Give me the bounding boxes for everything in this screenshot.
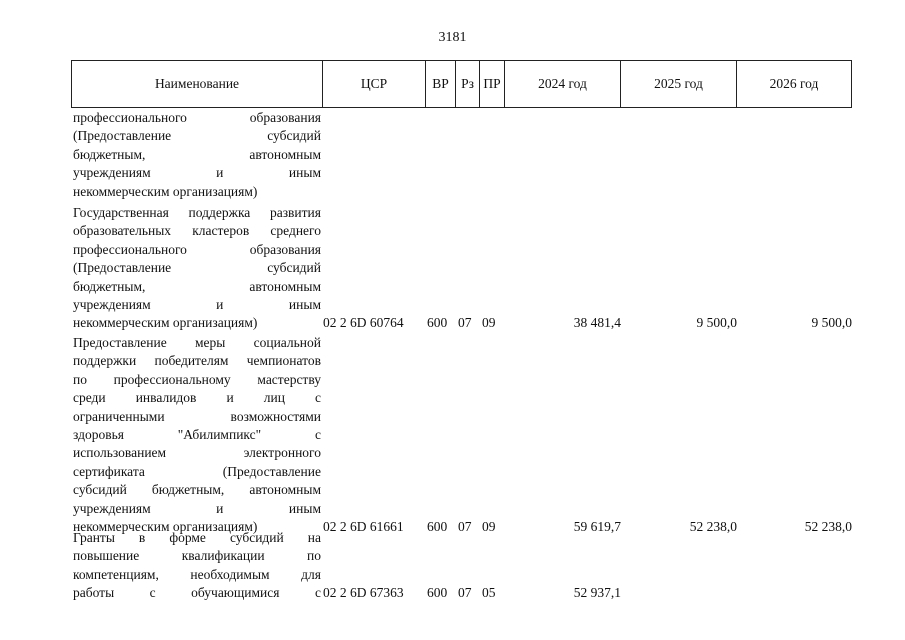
cell-y2024: 38 481,4 bbox=[573, 315, 621, 331]
row-name-line: работы с обучающимися с bbox=[73, 585, 321, 601]
row-name-line: сертификата (Предоставление bbox=[73, 463, 321, 479]
row-name-line: профессионального образования bbox=[73, 110, 321, 125]
row-name bbox=[73, 334, 321, 536]
header-2025: 2025 год bbox=[621, 61, 737, 108]
cell-csr: 02 2 6D 60764 bbox=[323, 315, 404, 331]
cell-y2024: 52 937,1 bbox=[573, 585, 621, 601]
header-pr: ПР bbox=[480, 61, 505, 108]
cell-y2025: 9 500,0 bbox=[696, 315, 737, 331]
cell-rz: 07 bbox=[458, 519, 472, 534]
header-name: Наименование bbox=[72, 61, 323, 108]
cell-y2025: 52 238,0 bbox=[689, 519, 737, 534]
row-name-line: среди инвалидов и лиц с bbox=[73, 390, 321, 406]
row-name-line: использованием электронного bbox=[73, 445, 321, 461]
cell-vr: 600 bbox=[427, 519, 448, 534]
row-name-line: повышение квалификации по bbox=[73, 548, 321, 564]
cell-y2026: 52 238,0 bbox=[804, 519, 852, 534]
row-name bbox=[73, 109, 321, 201]
cell-y2024: 59 619,7 bbox=[573, 519, 621, 534]
row-name-line: поддержки победителям чемпионатов bbox=[73, 353, 321, 369]
row-name-line: (Предоставление субсидий bbox=[73, 128, 321, 144]
row-name-line: учреждениям и иным bbox=[73, 297, 321, 313]
header-vr: ВР bbox=[426, 61, 456, 108]
row-name-line: Государственная поддержка развития bbox=[73, 205, 321, 220]
row-name-line: профессионального образования bbox=[73, 241, 321, 257]
row-name-line: некоммерческим организациям) bbox=[73, 183, 258, 199]
row-name-line: ограниченными возможностями bbox=[73, 408, 321, 424]
row-name-line: компетенциям, необходимым для bbox=[73, 566, 321, 582]
table-header bbox=[71, 60, 851, 108]
cell-pr: 05 bbox=[482, 585, 496, 601]
cell-pr: 09 bbox=[482, 519, 496, 534]
row-name-line: бюджетным, автономным bbox=[73, 278, 321, 294]
header-2024: 2024 год bbox=[505, 61, 621, 108]
page-number: 3181 bbox=[438, 30, 467, 45]
row-name-line: образовательных кластеров среднего bbox=[73, 223, 321, 239]
row-name-line: (Предоставление субсидий bbox=[73, 260, 321, 276]
row-name-line: учреждениям и иным bbox=[73, 500, 321, 516]
row-name-line: некоммерческим организациям) bbox=[73, 315, 258, 331]
row-name-line: здоровья "Абилимпикс" с bbox=[73, 427, 321, 443]
row-name-line: бюджетным, автономным bbox=[73, 146, 321, 162]
header-csr: ЦСР bbox=[323, 61, 426, 108]
row-name bbox=[73, 204, 321, 333]
cell-rz: 07 bbox=[458, 585, 472, 601]
cell-pr: 09 bbox=[482, 315, 496, 331]
cell-vr: 600 bbox=[427, 315, 448, 331]
header-2026: 2026 год bbox=[737, 61, 852, 108]
cell-csr: 02 2 6D 67363 bbox=[323, 585, 404, 601]
cell-rz: 07 bbox=[458, 315, 472, 331]
header-rz: Рз bbox=[456, 61, 480, 108]
row-name-line: Предоставление меры социальной bbox=[73, 335, 321, 350]
row-name-line: некоммерческим организациям) bbox=[73, 519, 258, 535]
row-name-line: учреждениям и иным bbox=[73, 165, 321, 181]
cell-csr: 02 2 6D 61661 bbox=[323, 519, 404, 534]
row-name-line: Гранты в форме субсидий на bbox=[73, 530, 321, 545]
row-name-line: по профессиональному мастерству bbox=[73, 371, 321, 387]
cell-vr: 600 bbox=[427, 585, 448, 601]
row-name bbox=[73, 529, 321, 603]
cell-y2026: 9 500,0 bbox=[811, 315, 852, 331]
row-name-line: субсидий бюджетным, автономным bbox=[73, 482, 321, 498]
